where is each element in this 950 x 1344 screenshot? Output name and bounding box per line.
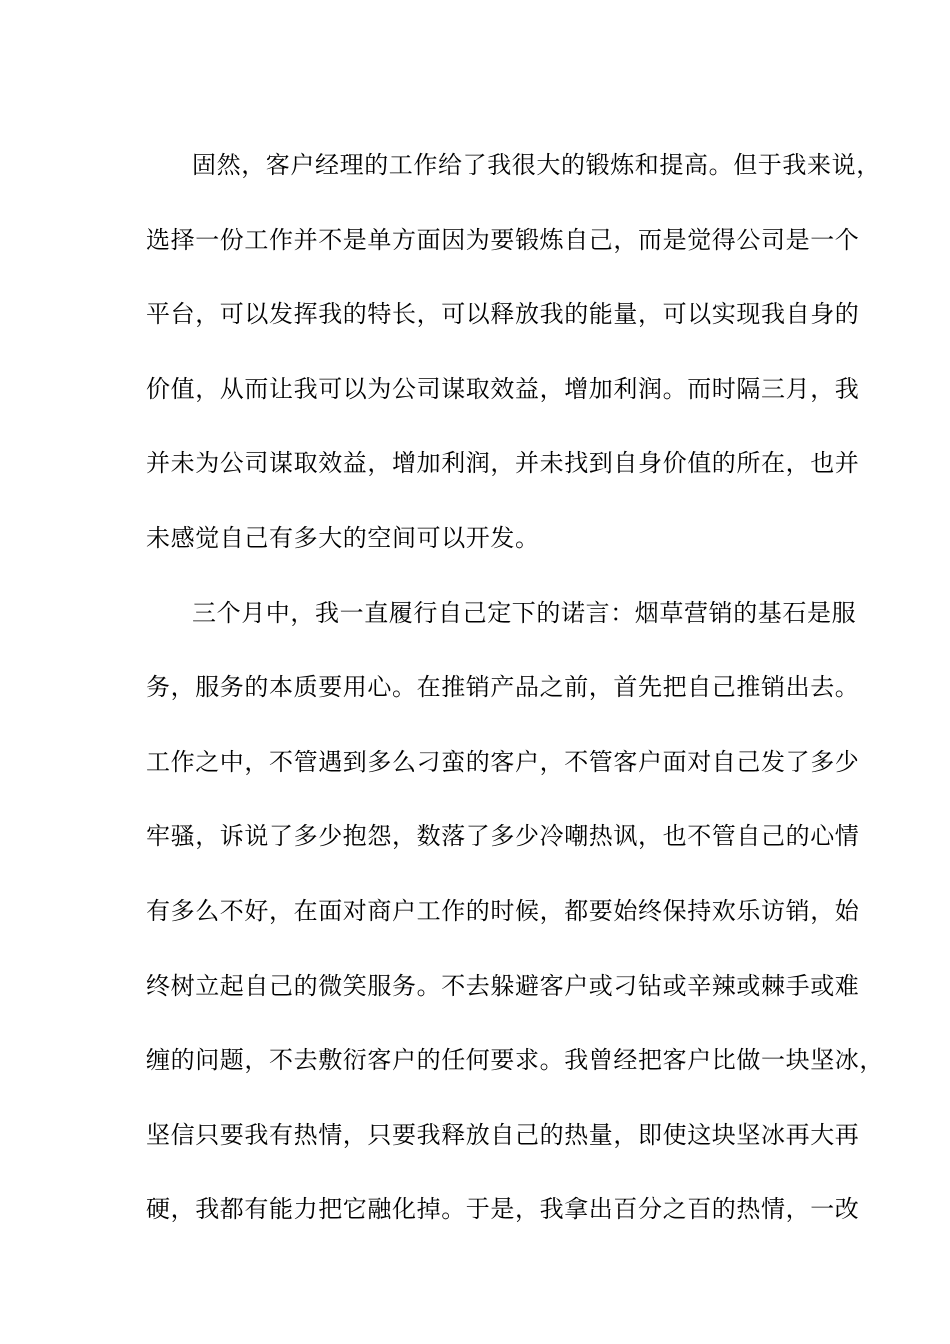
paragraph-2-line-3: 工作之中，不管遇到多么刁蛮的客户，不管客户面对自己发了多少 <box>146 747 860 776</box>
paragraph-1-line-4: 价值，从而让我可以为公司谋取效益，增加利润。而时隔三月，我 <box>146 374 860 403</box>
paragraph-1-line-3: 平台，可以发挥我的特长，可以释放我的能量，可以实现我自身的 <box>146 300 860 329</box>
paragraph-2-line-7: 缠的问题，不去敷衍客户的任何要求。我曾经把客户比做一块坚冰， <box>146 1046 884 1075</box>
document-body <box>146 128 884 1247</box>
paragraph-2-line-5: 有多么不好，在面对商户工作的时候，都要始终保持欢乐访销，始 <box>146 896 860 925</box>
paragraph-1-line-6: 未感觉自己有多大的空间可以开发。 <box>146 523 540 552</box>
paragraph-2-line-8: 坚信只要我有热情，只要我释放自己的热量，即使这块坚冰再大再 <box>146 1120 860 1149</box>
paragraph-1-line-1: 固然，客户经理的工作给了我很大的锻炼和提高。但于我来说， <box>192 151 881 179</box>
paragraph-2-line-2: 务，服务的本质要用心。在推销产品之前，首先把自己推销出去。 <box>146 673 860 702</box>
paragraph-2-line-9: 硬，我都有能力把它融化掉。于是，我拿出百分之百的热情，一改 <box>146 1195 860 1224</box>
paragraph-1-line-2: 选择一份工作并不是单方面因为要锻炼自己，而是觉得公司是一个 <box>146 225 860 254</box>
paragraph-2-line-1: 三个月中，我一直履行自己定下的诺言：烟草营销的基石是服 <box>192 598 857 627</box>
paragraph-1-line-5: 并未为公司谋取效益，增加利润，并未找到自身价值的所在，也并 <box>146 449 860 478</box>
paragraph-2-line-6: 终树立起自己的微笑服务。不去躲避客户或刁钻或辛辣或棘手或难 <box>146 971 860 1000</box>
paragraph-2-line-4: 牢骚，诉说了多少抱怨，数落了多少冷嘲热讽，也不管自己的心情 <box>146 822 860 851</box>
